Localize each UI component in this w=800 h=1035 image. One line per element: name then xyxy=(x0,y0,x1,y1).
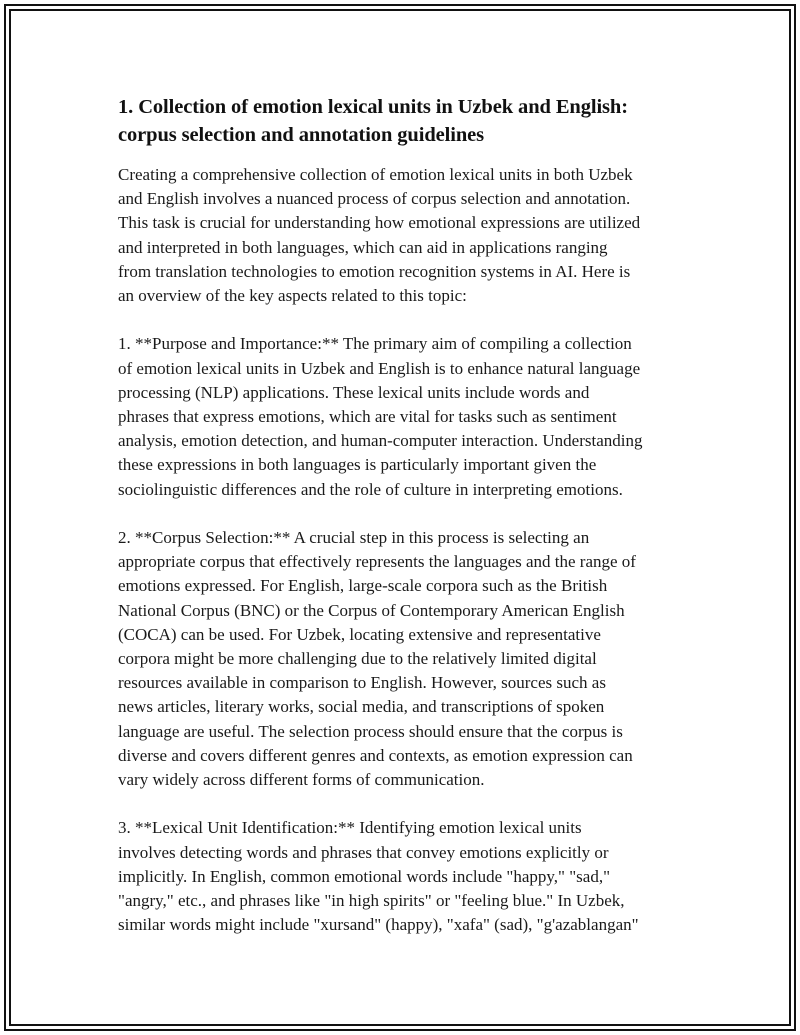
section-title: 1. Collection of emotion lexical units in Uzbek and English: corpus selection and annotation guidelines xyxy=(118,96,628,146)
document-body xyxy=(118,93,698,962)
intro-paragraph: Creating a comprehensive collection of emotion lexical units in both Uzbek and English involves a nuanced process of corpus selection and annotation. This task is crucial for understanding how emotional expressions are utilized and interpreted in both languages, which can aid in applications ranging from translation technologies to emotion recognition systems in AI. Here is an overview of the key aspects related to this topic: xyxy=(118,165,641,306)
corpus-selection-paragraph: 2. **Corpus Selection:** A crucial step in this process is selecting an appropriate corpus that effectively represents the languages and the range of emotions expressed. For English, large-scale corpora such as the British National Corpus (BNC) or the Corpus of Contemporary American English (COCA) can be used. For Uzbek, locating extensive and representative corpora might be more challenging due to the relatively limited digital resources available in comparison to English. However, sources such as news articles, literary works, social media, and transcriptions of spoken language are useful. The selection process should ensure that the corpus is diverse and covers different genres and contexts, as emotion expression can vary widely across different forms of communication. xyxy=(118,528,636,790)
lexical-unit-paragraph: 3. **Lexical Unit Identification:** Identifying emotion lexical units involves detecting words and phrases that convey emotions explicitly or implicitly. In English, common emotional words include "happy," "sad," "angry," etc., and phrases like "in high spirits" or "feeling blue." In Uzbek, similar words might include "xursand" (happy), "xafa" (sad), "g'azablangan" xyxy=(118,818,639,935)
purpose-paragraph: 1. **Purpose and Importance:** The primary aim of compiling a collection of emotion lexical units in Uzbek and English is to enhance natural language processing (NLP) applications. These lexical units include words and phrases that express emotions, which are vital for tasks such as sentiment analysis, emotion detection, and human-computer interaction. Understanding these expressions in both languages is particularly important given the sociolinguistic differences and the role of culture in interpreting emotions. xyxy=(118,334,643,499)
